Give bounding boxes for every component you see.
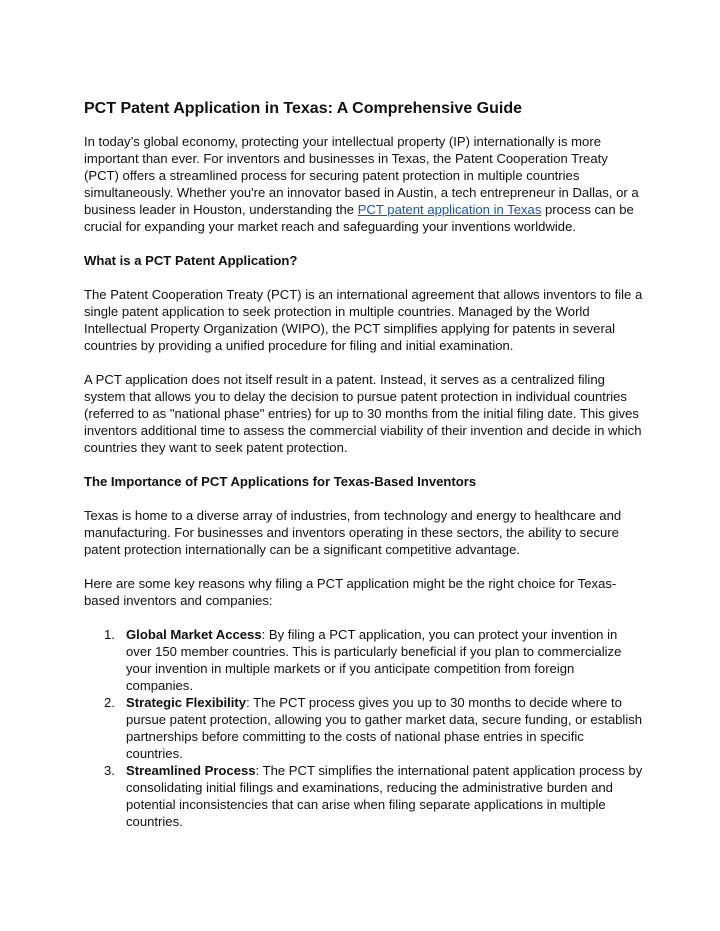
document-page xyxy=(84,97,644,830)
page-title: PCT Patent Application in Texas: A Comprehensive Guide xyxy=(84,100,522,117)
intro-text-before-link: In today’s global economy, protecting your intellectual property (IP) internationally is more important than ever. For inventors and businesses in Texas, the Patent Cooperation Treaty (PCT) offers a streamlined process for securing patent protection in multiple countries simultaneously. Whether you're an innovator based in Austin, a tech entrepreneur in Dallas, or a business leader in Houston, understanding the xyxy=(84,134,639,217)
section-heading-importance: The Importance of PCT Applications for Texas-Based Inventors xyxy=(84,474,477,489)
list-item-title: Streamlined Process xyxy=(126,763,256,778)
list-item-number: 3. xyxy=(104,763,115,778)
list-item-text: : By filing a PCT application, you can protect your invention in over 150 member countries. This is particularly beneficial if you plan to commercialize your invention in multiple markets or if you anticipate competition from foreign companies. xyxy=(126,627,622,693)
list-item-title: Global Market Access xyxy=(126,627,262,642)
list-item-text: : The PCT simplifies the international patent application process by consolidating initial filings and examinations, reducing the administrative burden and potential inconsistencies that can arise when filing separate applications in multiple countries. xyxy=(126,763,643,829)
paragraph-key-reasons-intro: Here are some key reasons why filing a PCT application might be the right choice for Texas-based inventors and companies: xyxy=(84,576,617,608)
intro-text-after-link: process can be crucial for expanding your market reach and safeguarding your inventions worldwide. xyxy=(84,202,634,234)
list-item-text: : The PCT process gives you up to 30 months to decide where to pursue patent protection, allowing you to gather market data, secure funding, or establish partnerships before committing to the costs of national phase entries in specific countries. xyxy=(126,695,643,761)
section-heading-what-is-pct: What is a PCT Patent Application? xyxy=(84,253,298,268)
intro-paragraph xyxy=(84,133,644,235)
paragraph-texas-industries: Texas is home to a diverse array of industries, from technology and energy to healthcare and manufacturing. For businesses and inventors operating in these sectors, the ability to secure patent protection internationally can be a significant competitive advantage. xyxy=(84,508,622,557)
paragraph-pct-definition: The Patent Cooperation Treaty (PCT) is an international agreement that allows inventors to file a single patent application to seek protection in multiple countries. Managed by the World Intellectual Property Organization (WIPO), the PCT simplifies applying for patents in several countries by providing a unified procedure for filing and initial examination. xyxy=(84,287,643,353)
reasons-list xyxy=(84,626,644,830)
pct-texas-link[interactable]: PCT patent application in Texas xyxy=(357,202,542,217)
list-item-number: 2. xyxy=(104,695,115,710)
list-item xyxy=(84,694,644,762)
paragraph-pct-not-patent: A PCT application does not itself result in a patent. Instead, it serves as a centralized filing system that allows you to delay the decision to pursue patent protection in individual countries (referred to as "national phase" entries) for up to 30 months from the initial filing date. This gives inventors additional time to assess the commercial viability of their invention and decide in which countries they want to seek patent protection. xyxy=(84,372,642,455)
list-item-number: 1. xyxy=(104,627,115,642)
list-item xyxy=(84,626,644,694)
list-item-title: Strategic Flexibility xyxy=(126,695,247,710)
list-item xyxy=(84,762,644,830)
